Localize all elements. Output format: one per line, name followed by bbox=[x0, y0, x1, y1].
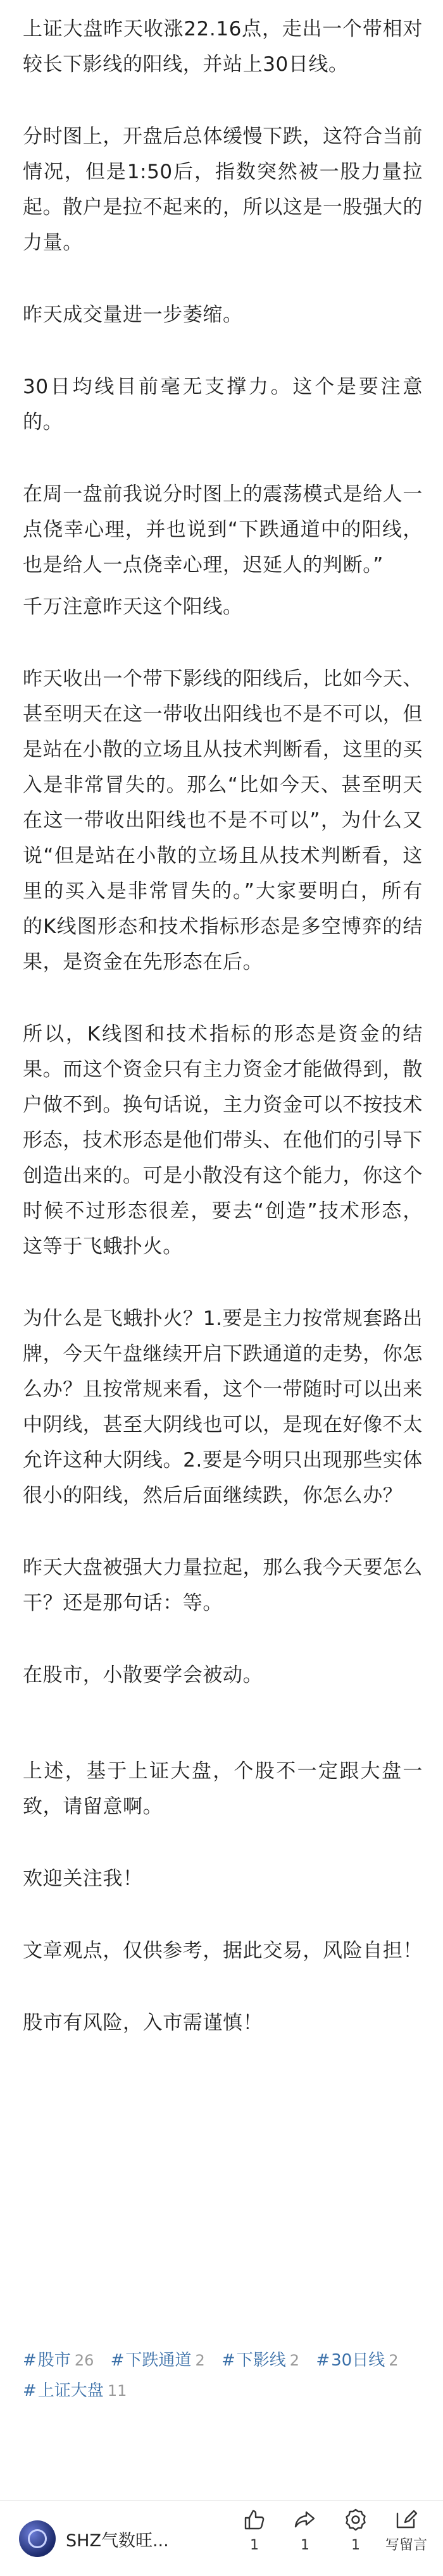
paragraph-13: 欢迎关注我！ bbox=[23, 1867, 143, 1890]
tag-count: 2 bbox=[289, 2352, 300, 2369]
paragraph-12: 上述，基于上证大盘，个股不一定跟大盘一致，请留意啊。 bbox=[23, 1760, 423, 1818]
tag-item[interactable]: #上证大盘 11 bbox=[23, 2381, 127, 2400]
tag-count: 2 bbox=[389, 2352, 399, 2369]
paragraph-7: 昨天收出一个带下影线的阳线后，比如今天、甚至明天在这一带收出阳线也不是不可以，但是站在小散的立场且从技术判断看，这里的买入是非常冒失的。那么“比如今天、甚至明天在这一带收出阳线也不是不可以”，为什么又说“但是站在小散的立场且从技术判断看，这里的买入是非常冒失的。”大家要明白，所有的K线图形态和技术指标形态是多空博弈的结果，是资金在先形态在后。 bbox=[23, 668, 423, 974]
paragraph-15: 股市有风险，入市需谨慎！ bbox=[23, 2011, 263, 2034]
tag-item[interactable]: #下跌通道 2 bbox=[110, 2351, 205, 2370]
like-button[interactable] bbox=[229, 2506, 280, 2554]
tag-count: 26 bbox=[74, 2352, 94, 2369]
paragraph-2: 分时图上，开盘后总体缓慢下跌，这符合当前情况，但是1:50后，指数突然被一股力量拉起。散户是拉不起来的，所以这是一股强大的力量。 bbox=[23, 125, 423, 254]
write-comment-label: 写留言 bbox=[385, 2537, 427, 2553]
paragraph-5: 在周一盘前我说分时图上的震荡模式是给人一点侥幸心理，并也说到“下跌通道中的阳线，也是给人一点侥幸心理，迟延人的判断。” bbox=[23, 483, 423, 577]
paragraph-4: 30日均线目前毫无支撑力。这个是要注意的。 bbox=[23, 375, 423, 434]
thumbs-up-icon bbox=[240, 2506, 268, 2534]
tag-count: 11 bbox=[107, 2382, 127, 2400]
tag-label: 30日线 bbox=[331, 2351, 385, 2370]
tag-item[interactable]: #30日线 2 bbox=[316, 2351, 399, 2370]
article-body bbox=[23, 11, 423, 2077]
paragraph-10: 昨天大盘被强大力量拉起，那么我今天要怎么干？还是那句话：等。 bbox=[23, 1556, 423, 1615]
paragraph-11: 在股市，小散要学会被动。 bbox=[23, 1664, 263, 1687]
tag-label: 上证大盘 bbox=[37, 2381, 104, 2400]
author-name[interactable]: SHZ气数旺... bbox=[66, 2530, 169, 2551]
paragraph-1: 上证大盘昨天收涨22.16点，走出一个带相对较长下影线的阳线，并站上30日线。 bbox=[23, 18, 423, 76]
tag-label: 下影线 bbox=[236, 2351, 286, 2370]
settings-count: 1 bbox=[351, 2537, 360, 2553]
paragraph-9: 为什么是飞蛾扑火？1.要是主力按常规套路出牌，今天午盘继续开启下跌通道的走势，你怎么办？且按常规来看，这个一带随时可以出来中阴线，甚至大阴线也可以，是现在好像不太允许这种大阴线。2.要是今明只出现那些实体很小的阳线，然后后面继续跌，你怎么办？ bbox=[23, 1307, 423, 1507]
tag-item[interactable]: #下影线 2 bbox=[221, 2351, 300, 2370]
tag-list bbox=[23, 2345, 423, 2406]
paragraph-6: 千万注意昨天这个阳线。 bbox=[23, 595, 243, 618]
like-count: 1 bbox=[250, 2537, 259, 2553]
paragraph-3: 昨天成交量进一步萎缩。 bbox=[23, 303, 243, 326]
tag-item[interactable]: #股市 26 bbox=[23, 2351, 94, 2370]
author-info[interactable] bbox=[19, 2520, 169, 2558]
action-group bbox=[229, 2506, 432, 2554]
paragraph-8: 所以，K线图和技术指标的形态是资金的结果。而这个资金只有主力资金才能做得到，散户做不到。换句话说，主力资金可以不按技术形态，技术形态是他们带头、在他们的引导下创造出来的。可是小散没有这个能力，你这个时候不过形态很差，要去“创造”技术形态，这等于飞蛾扑火。 bbox=[23, 1023, 423, 1258]
write-comment-button[interactable] bbox=[381, 2506, 432, 2554]
avatar[interactable] bbox=[19, 2520, 56, 2557]
settings-button[interactable] bbox=[330, 2506, 381, 2554]
share-button[interactable] bbox=[280, 2506, 330, 2554]
share-icon bbox=[291, 2506, 319, 2534]
edit-icon bbox=[392, 2506, 420, 2534]
share-count: 1 bbox=[301, 2537, 309, 2553]
tag-count: 2 bbox=[195, 2352, 205, 2369]
bottom-action-bar bbox=[0, 2500, 443, 2576]
tag-label: 股市 bbox=[37, 2351, 71, 2370]
paragraph-14: 文章观点，仅供参考，据此交易，风险自担！ bbox=[23, 1939, 423, 1962]
tag-label: 下跌通道 bbox=[125, 2351, 192, 2370]
gear-icon bbox=[342, 2506, 370, 2534]
